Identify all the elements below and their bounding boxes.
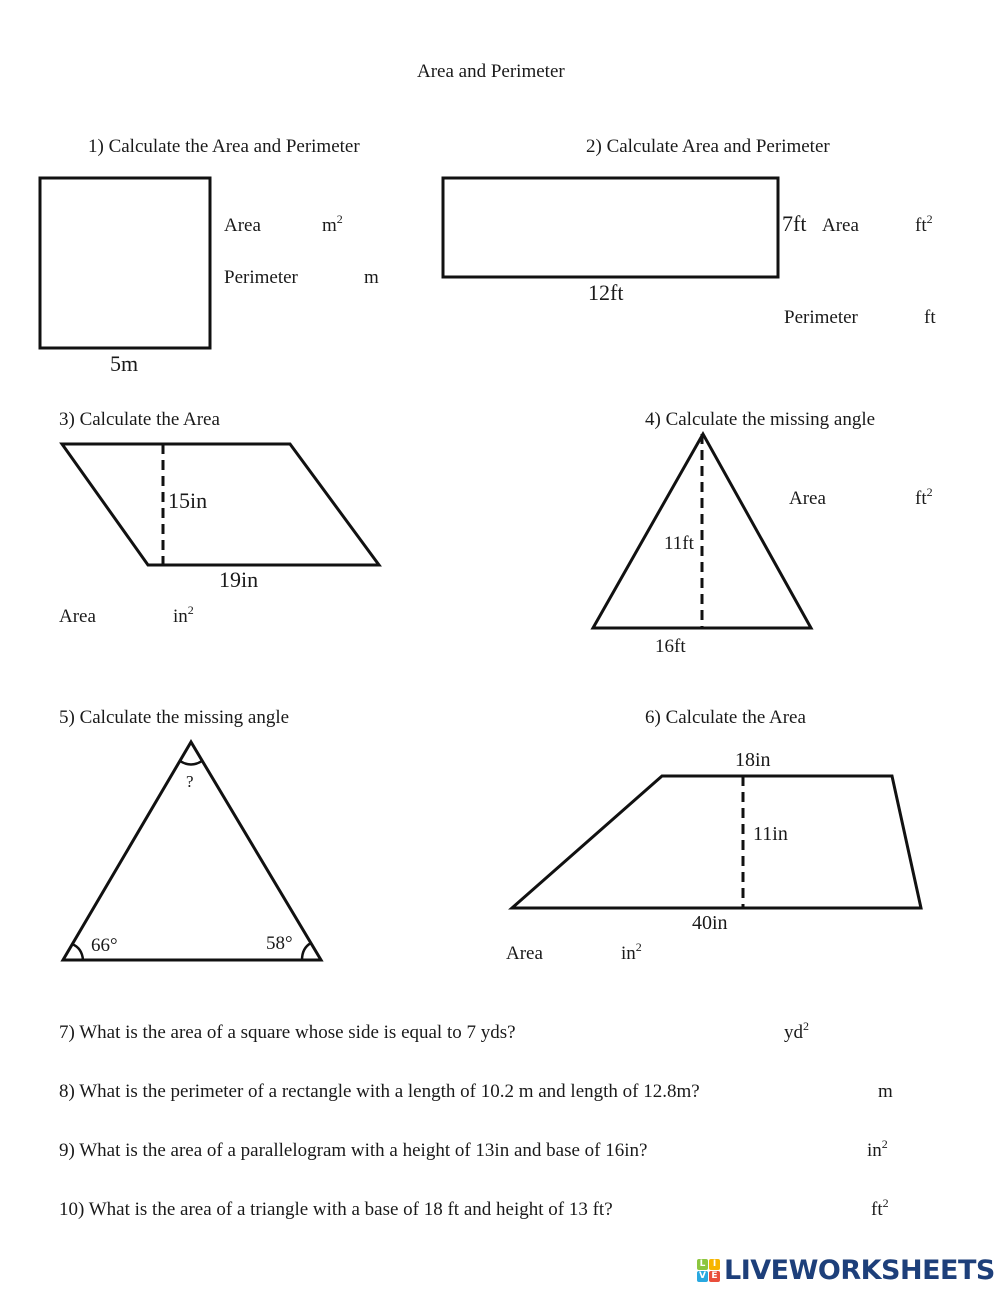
problem-5-heading: 5) Calculate the missing angle bbox=[59, 707, 290, 728]
right-angle-arc bbox=[302, 943, 311, 960]
question-9-unit: $in^2$ bbox=[867, 1137, 888, 1161]
parallelogram-shape bbox=[62, 444, 379, 565]
rectangle-shape bbox=[443, 178, 778, 277]
top-angle-arc bbox=[180, 761, 202, 765]
p1-perimeter-label: Perimeter bbox=[224, 267, 298, 288]
top-angle-label: ? bbox=[186, 772, 194, 791]
trapezoid-top-label: 18in bbox=[735, 749, 771, 771]
logo-tile: E bbox=[709, 1271, 720, 1282]
question-8: 8) What is the perimeter of a rectangle with a length of 10.2 m and length of 12.8m? bbox=[59, 1081, 700, 1102]
parallelogram-base-label: 19in bbox=[219, 567, 259, 592]
square-shape bbox=[40, 178, 210, 348]
trapezoid-shape bbox=[512, 776, 921, 908]
p3-area-unit: $in^2$ bbox=[173, 603, 194, 627]
logo-tile: L bbox=[697, 1259, 708, 1270]
rectangle-width-label: 7ft bbox=[782, 211, 807, 236]
p2-area-unit: $ft^2$ bbox=[915, 212, 933, 236]
p2-perimeter-unit: ft bbox=[924, 307, 936, 328]
question-10: 10) What is the area of a triangle with a base of 18 ft and height of 13 ft? bbox=[59, 1199, 613, 1220]
p1-perimeter-unit: m bbox=[364, 267, 379, 288]
question-7-unit: $yd^2$ bbox=[784, 1019, 809, 1043]
liveworksheets-logo bbox=[697, 1254, 995, 1286]
p4-area-unit: $ft^2$ bbox=[915, 485, 933, 509]
rectangle-length-label: 12ft bbox=[588, 280, 624, 305]
logo-tile: V bbox=[697, 1271, 708, 1282]
p1-area-unit: $m^2$ bbox=[322, 212, 343, 236]
p4-area-label: Area bbox=[789, 488, 826, 509]
p3-area-label: Area bbox=[59, 606, 96, 627]
problem-1-heading: 1) Calculate the Area and Perimeter bbox=[88, 136, 360, 157]
right-angle-label: 58° bbox=[266, 933, 293, 954]
question-9: 9) What is the area of a parallelogram with a height of 13in and base of 16in? bbox=[59, 1140, 648, 1161]
question-8-unit: m bbox=[878, 1081, 893, 1102]
problem-6-heading: 6) Calculate the Area bbox=[645, 707, 806, 728]
p6-area-unit: $in^2$ bbox=[621, 940, 642, 964]
p6-area-label: Area bbox=[506, 943, 543, 964]
logo-tiles bbox=[697, 1259, 720, 1282]
triangle-height-label: 11ft bbox=[664, 533, 694, 554]
square-side-label: 5m bbox=[110, 351, 139, 376]
trapezoid-base-label: 40in bbox=[692, 912, 728, 934]
p2-area-label: Area bbox=[822, 215, 859, 236]
question-7: 7) What is the area of a square whose side is equal to 7 yds? bbox=[59, 1022, 516, 1043]
logo-text: LIVEWORKSHEETS bbox=[724, 1254, 995, 1286]
p1-area-label: Area bbox=[224, 215, 261, 236]
parallelogram-height-label: 15in bbox=[168, 488, 208, 513]
trapezoid-height-label: 11in bbox=[753, 823, 788, 845]
problem-2-heading: 2) Calculate Area and Perimeter bbox=[586, 136, 830, 157]
left-angle-label: 66° bbox=[91, 935, 118, 956]
problem-3-heading: 3) Calculate the Area bbox=[59, 409, 220, 430]
p2-perimeter-label: Perimeter bbox=[784, 307, 858, 328]
question-10-unit: $ft^2$ bbox=[871, 1196, 889, 1220]
problem-4-heading: 4) Calculate the missing angle bbox=[645, 409, 876, 430]
logo-tile: I bbox=[709, 1259, 720, 1270]
triangle-base-label: 16ft bbox=[655, 636, 686, 657]
worksheet-title: Area and Perimeter bbox=[417, 61, 565, 82]
left-angle-arc bbox=[72, 944, 83, 960]
